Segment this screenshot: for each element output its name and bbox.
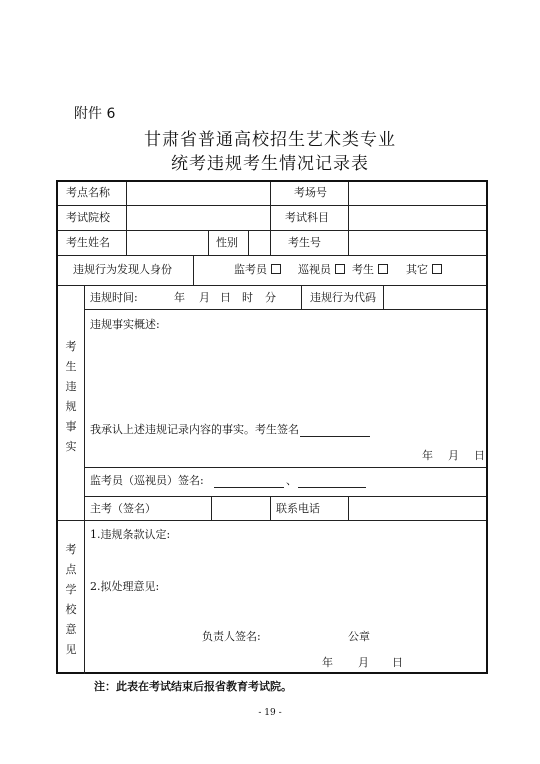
checkbox-icon[interactable]: [271, 264, 281, 274]
responsible-sign-label: 负责人签名:: [202, 630, 261, 643]
exam-subject-label: 考试科目: [285, 211, 329, 224]
violation-time-label: 违规时间:: [90, 291, 138, 304]
col-divider: [348, 182, 349, 255]
option-other: 其它: [406, 263, 442, 277]
invigilator-sign-label: 监考员（巡视员）签名:: [90, 474, 204, 487]
attachment-label: 附件 6: [74, 106, 116, 122]
col-divider: [211, 496, 212, 520]
violation-code-label: 违规行为代码: [310, 291, 376, 304]
row-divider: [58, 285, 486, 286]
acknowledge-statement: 我承认上述违规记录内容的事实。考生签名: [90, 423, 299, 436]
chief-examiner-label: 主考（签名）: [90, 502, 156, 515]
date-unit-hour: 时: [242, 291, 253, 304]
punishment-opinion-label: 2.拟处理意见:: [90, 580, 160, 593]
section-divider: [58, 520, 486, 521]
side-col-divider: [84, 285, 85, 674]
violation-summary-label: 违规事实概述:: [90, 318, 160, 331]
checkbox-icon[interactable]: [432, 264, 442, 274]
col-divider: [301, 285, 302, 309]
student-no-label: 考生号: [288, 236, 321, 249]
col-divider: [383, 285, 384, 309]
invigilator-signature-line-2[interactable]: [298, 487, 366, 488]
col-divider: [208, 230, 209, 255]
col-divider: [270, 182, 271, 255]
date-unit-year: 年: [174, 291, 185, 304]
option-student: 考生: [352, 263, 388, 277]
form-title-line1: 甘肃省普通高校招生艺术类专业: [144, 130, 396, 150]
checkbox-icon[interactable]: [378, 264, 388, 274]
row-divider: [84, 496, 486, 497]
ack-date-day: 日: [474, 449, 485, 462]
exam-college-label: 考试院校: [66, 211, 110, 224]
checkbox-icon[interactable]: [335, 264, 345, 274]
date-unit-minute: 分: [265, 291, 276, 304]
ack-date-year: 年: [422, 449, 433, 462]
row-divider: [84, 309, 486, 310]
sign-separator: 、: [286, 474, 297, 487]
option-inspector: 巡视员: [298, 263, 345, 277]
row-divider: [58, 205, 486, 206]
col-divider: [270, 496, 271, 520]
footer-note: 注：此表在考试结束后报省教育考试院。: [94, 680, 292, 693]
discoverer-identity-label: 违规行为发现人身份: [73, 263, 172, 276]
page-number: - 19 -: [258, 708, 282, 718]
student-name-label: 考生姓名: [66, 236, 110, 249]
col-divider: [348, 496, 349, 520]
col-divider: [193, 255, 194, 285]
form-title-line2: 统考违规考生情况记录表: [171, 154, 369, 174]
col-divider: [248, 230, 249, 255]
contact-phone-label: 联系电话: [276, 502, 320, 515]
invigilator-signature-line-1[interactable]: [214, 487, 284, 488]
side-label-school-opinion: 考 点 学 校 意 见: [65, 543, 77, 656]
col-divider: [126, 182, 127, 255]
gender-label: 性别: [216, 236, 238, 249]
opinion-date-day: 日: [392, 656, 403, 669]
date-unit-day: 日: [220, 291, 231, 304]
opinion-date-month: 月: [358, 656, 369, 669]
opinion-date-year: 年: [322, 656, 333, 669]
row-divider: [84, 467, 486, 468]
option-invigilator: 监考员: [234, 263, 281, 277]
student-signature-line[interactable]: [300, 436, 370, 437]
row-divider: [58, 255, 486, 256]
date-unit-month: 月: [199, 291, 210, 304]
exam-room-label: 考场号: [294, 186, 327, 199]
rule-confirm-label: 1.违规条款认定:: [90, 528, 171, 541]
record-form-table: [56, 180, 488, 674]
row-divider: [58, 230, 486, 231]
exam-site-name-label: 考点名称: [66, 186, 110, 199]
ack-date-month: 月: [448, 449, 459, 462]
official-seal-label: 公章: [348, 630, 370, 643]
side-label-student-facts: 考 生 违 规 事 实: [65, 340, 77, 453]
